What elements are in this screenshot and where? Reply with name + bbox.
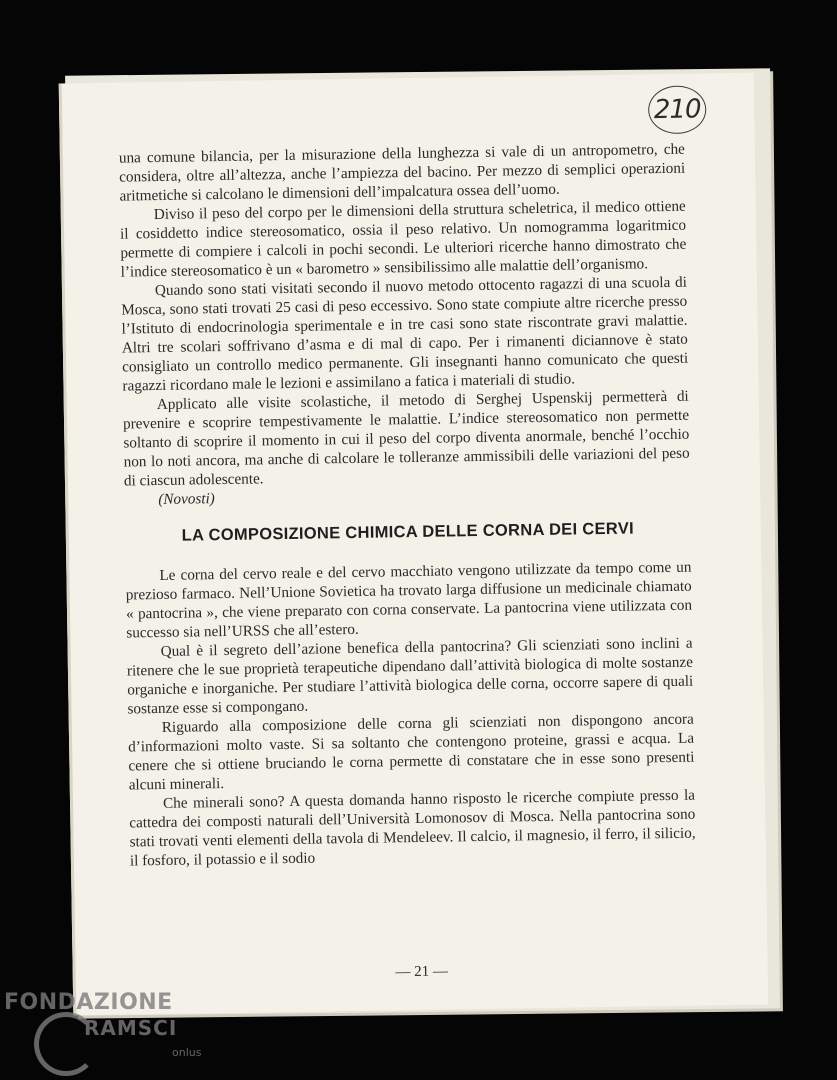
paragraph: Applicato alle visite scolastiche, il metodo di Serghej Uspenskij permetterà di prevenire e scoprire tempestivamente le malattie. L’indice stereosomatico non permette soltanto di scoprire il momento in cui il peso del corpo diventa anormale, benché l’occhio non lo noti ancora, ma anche di calcolare le tolleranze ammissibili delle variazioni del peso di ciascun adolescente.	[122, 387, 690, 490]
document-page	[59, 73, 769, 1016]
paragraph: Diviso il peso del corpo per le dimensioni della struttura scheletrica, il medico ottiene il cosiddetto indice stereosomatico, ossia il peso relativo. Un nomogramma logaritmico permette di compiere i calcoli in pochi secondi. Le ulteriori ricerche hanno dimostrato che l’indice stereosomatico è un « barometro » sensibilissimo alle malattie dell’organismo.	[119, 197, 687, 281]
article-body	[119, 140, 696, 871]
paragraph: Quando sono stati visitati secondo il nuovo metodo ottocento ragazzi di una scuola di Mosca, sono stati trovati 25 casi di peso eccessivo. Sono state compiute altre ricerche presso l’Istituto di endocrinologia sperimentale e in tre casi sono state riscontrate gravi malattie. Altri tre scolari soffrivano d’asma e di mal di capo. Per i rimanenti diciannove è stato consigliato un controllo medico permanente. Gli insegnanti hanno comunicato che questi ragazzi ricordano male le lezioni e assimilano a fatica i materiali di studio.	[121, 273, 689, 395]
handwritten-folio-number: 210	[648, 85, 707, 134]
watermark-onlus: onlus	[172, 1046, 202, 1059]
paragraph: una comune bilancia, per la misurazione della lunghezza si vale di un antropometro, che considera, oltre all’altezza, anche l’ampiezza del bacino. Per mezzo di semplici operazioni aritmetiche si calcolano le dimensioni dell’impalcatura ossea dell’uomo.	[118, 140, 686, 205]
page-number: — 21 —	[395, 963, 449, 981]
watermark-line2: RAMSCI	[84, 1016, 178, 1040]
paragraph: Che minerali sono? A questa domanda hanno risposto le ricerche compiute presso la cattedra dei composti naturali dell’Università Lomonosov di Mosca. Nella pantocrina sono stati trovati venti elementi della tavola di Mendeleev. Il calcio, il magnesio, il ferro, il silicio, il fosforo, il potassio e il sodio	[129, 786, 696, 870]
article-title: LA COMPOSIZIONE CHIMICA DELLE CORNA DEI CERVI	[181, 519, 635, 545]
watermark-line1: FONDAZIONE	[4, 990, 173, 1015]
paragraph: Le corna del cervo reale e del cervo macchiato vengono utilizzate da tempo come un prezioso farmaco. Nell’Unione Sovietica ha trovato larga diffusione un medicinale chiamato « pantocrina », che viene preparato con corna conservate. La pantocrina viene utilizzata con successo sia nell’URSS che all’estero.	[125, 558, 693, 642]
paragraph: Riguardo alla composizione delle corna gli scienziati non dispongono ancora d’informazioni molto vaste. Si sa soltanto che contengono proteine, grassi e acqua. La cenere che si ottiene bruciando le corna permette di constatare che in esse sono presenti alcuni minerali.	[128, 710, 695, 794]
paragraph: Qual è il segreto dell’azione benefica della pantocrina? Gli scienziati sono inclini a ritenere che le sue proprietà terapeutiche dipendano dall’attività biologica di molte sostanze organiche e inorganiche. Per studiare l’attività biologica delle corna, occorre sapere di quali sostanze esse si compongano.	[126, 634, 694, 718]
fondazione-gramsci-watermark	[4, 990, 214, 1070]
source-attribution: (Novosti)	[158, 490, 215, 509]
